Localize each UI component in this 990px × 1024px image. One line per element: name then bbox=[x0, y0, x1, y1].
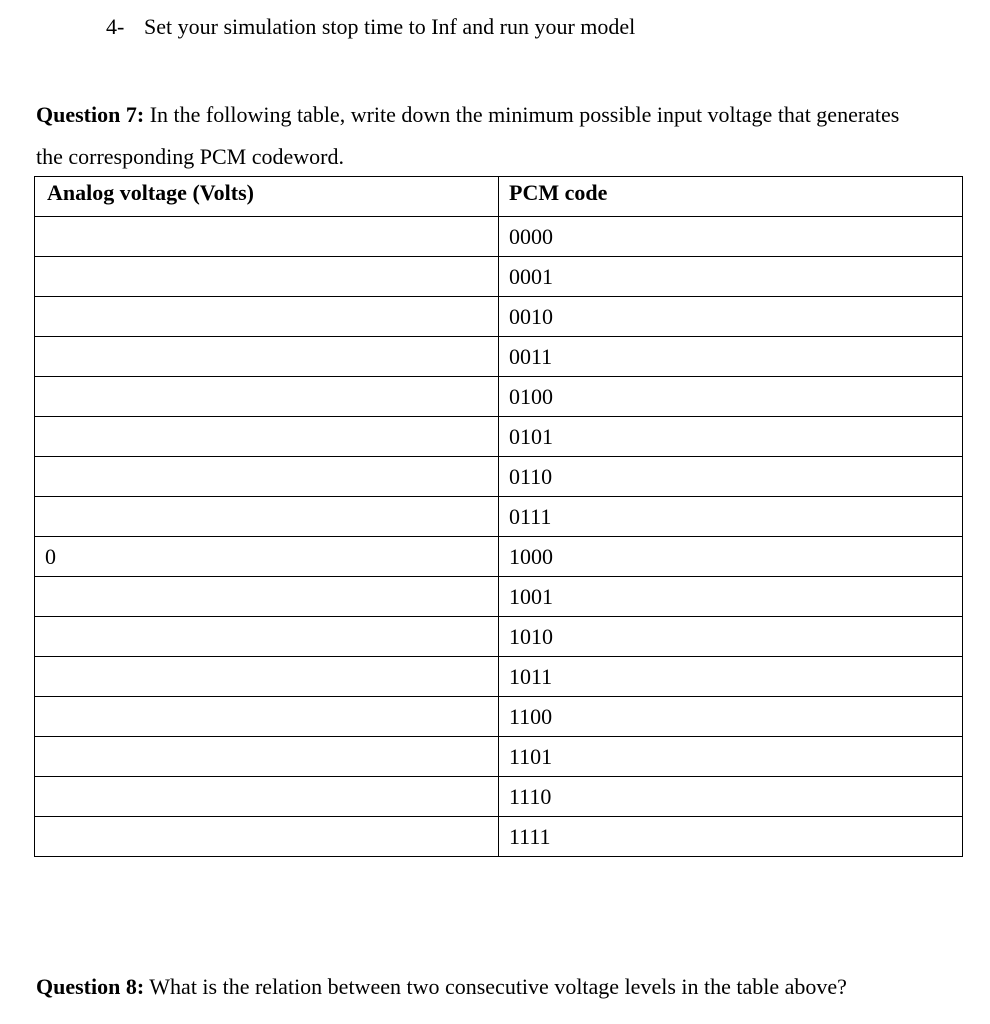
code-cell: 0110 bbox=[499, 457, 963, 497]
voltage-cell[interactable] bbox=[35, 697, 499, 737]
table-row bbox=[35, 817, 963, 857]
voltage-cell[interactable] bbox=[35, 737, 499, 777]
question-8 bbox=[36, 972, 847, 1002]
code-cell: 1111 bbox=[499, 817, 963, 857]
step-instruction bbox=[106, 12, 635, 42]
code-cell: 0000 bbox=[499, 217, 963, 257]
table-row bbox=[35, 617, 963, 657]
code-cell: 0101 bbox=[499, 417, 963, 457]
code-cell: 1010 bbox=[499, 617, 963, 657]
code-cell: 1011 bbox=[499, 657, 963, 697]
code-cell: 0011 bbox=[499, 337, 963, 377]
table-header-row bbox=[35, 177, 963, 217]
table-row bbox=[35, 457, 963, 497]
step-number: 4- bbox=[106, 14, 125, 39]
voltage-cell[interactable] bbox=[35, 297, 499, 337]
voltage-cell[interactable] bbox=[35, 777, 499, 817]
table-row bbox=[35, 297, 963, 337]
table-row bbox=[35, 377, 963, 417]
code-cell: 0010 bbox=[499, 297, 963, 337]
voltage-cell[interactable] bbox=[35, 457, 499, 497]
voltage-cell[interactable] bbox=[35, 417, 499, 457]
code-cell: 1110 bbox=[499, 777, 963, 817]
code-cell: 1001 bbox=[499, 577, 963, 617]
question-7 bbox=[36, 94, 899, 178]
voltage-cell[interactable] bbox=[35, 377, 499, 417]
question-8-label: Question 8: bbox=[36, 974, 145, 999]
voltage-cell[interactable] bbox=[35, 217, 499, 257]
code-cell: 0100 bbox=[499, 377, 963, 417]
question-7-line2: the corresponding PCM codeword. bbox=[36, 144, 344, 169]
table-row bbox=[35, 217, 963, 257]
voltage-cell[interactable] bbox=[35, 817, 499, 857]
voltage-cell[interactable] bbox=[35, 577, 499, 617]
pcm-table bbox=[34, 176, 963, 857]
table-row bbox=[35, 417, 963, 457]
voltage-cell[interactable] bbox=[35, 257, 499, 297]
header-pcm-code: PCM code bbox=[499, 177, 963, 217]
table-row bbox=[35, 657, 963, 697]
voltage-cell[interactable] bbox=[35, 337, 499, 377]
question-7-label: Question 7: bbox=[36, 102, 145, 127]
table-row bbox=[35, 737, 963, 777]
question-8-text: What is the relation between two consecutive voltage levels in the table above? bbox=[144, 974, 847, 999]
table-row bbox=[35, 697, 963, 737]
voltage-cell[interactable] bbox=[35, 497, 499, 537]
step-text: Set your simulation stop time to Inf and run your model bbox=[144, 14, 636, 39]
table-row bbox=[35, 497, 963, 537]
code-cell: 1000 bbox=[499, 537, 963, 577]
table-row bbox=[35, 577, 963, 617]
header-analog-voltage: Analog voltage (Volts) bbox=[35, 177, 499, 217]
table-row bbox=[35, 337, 963, 377]
table-row bbox=[35, 537, 963, 577]
question-7-line1: In the following table, write down the minimum possible input voltage that generates bbox=[144, 102, 900, 127]
code-cell: 0111 bbox=[499, 497, 963, 537]
voltage-cell[interactable] bbox=[35, 657, 499, 697]
voltage-cell[interactable]: 0 bbox=[35, 537, 499, 577]
table-row bbox=[35, 257, 963, 297]
code-cell: 1100 bbox=[499, 697, 963, 737]
code-cell: 1101 bbox=[499, 737, 963, 777]
table-row bbox=[35, 777, 963, 817]
voltage-cell[interactable] bbox=[35, 617, 499, 657]
code-cell: 0001 bbox=[499, 257, 963, 297]
